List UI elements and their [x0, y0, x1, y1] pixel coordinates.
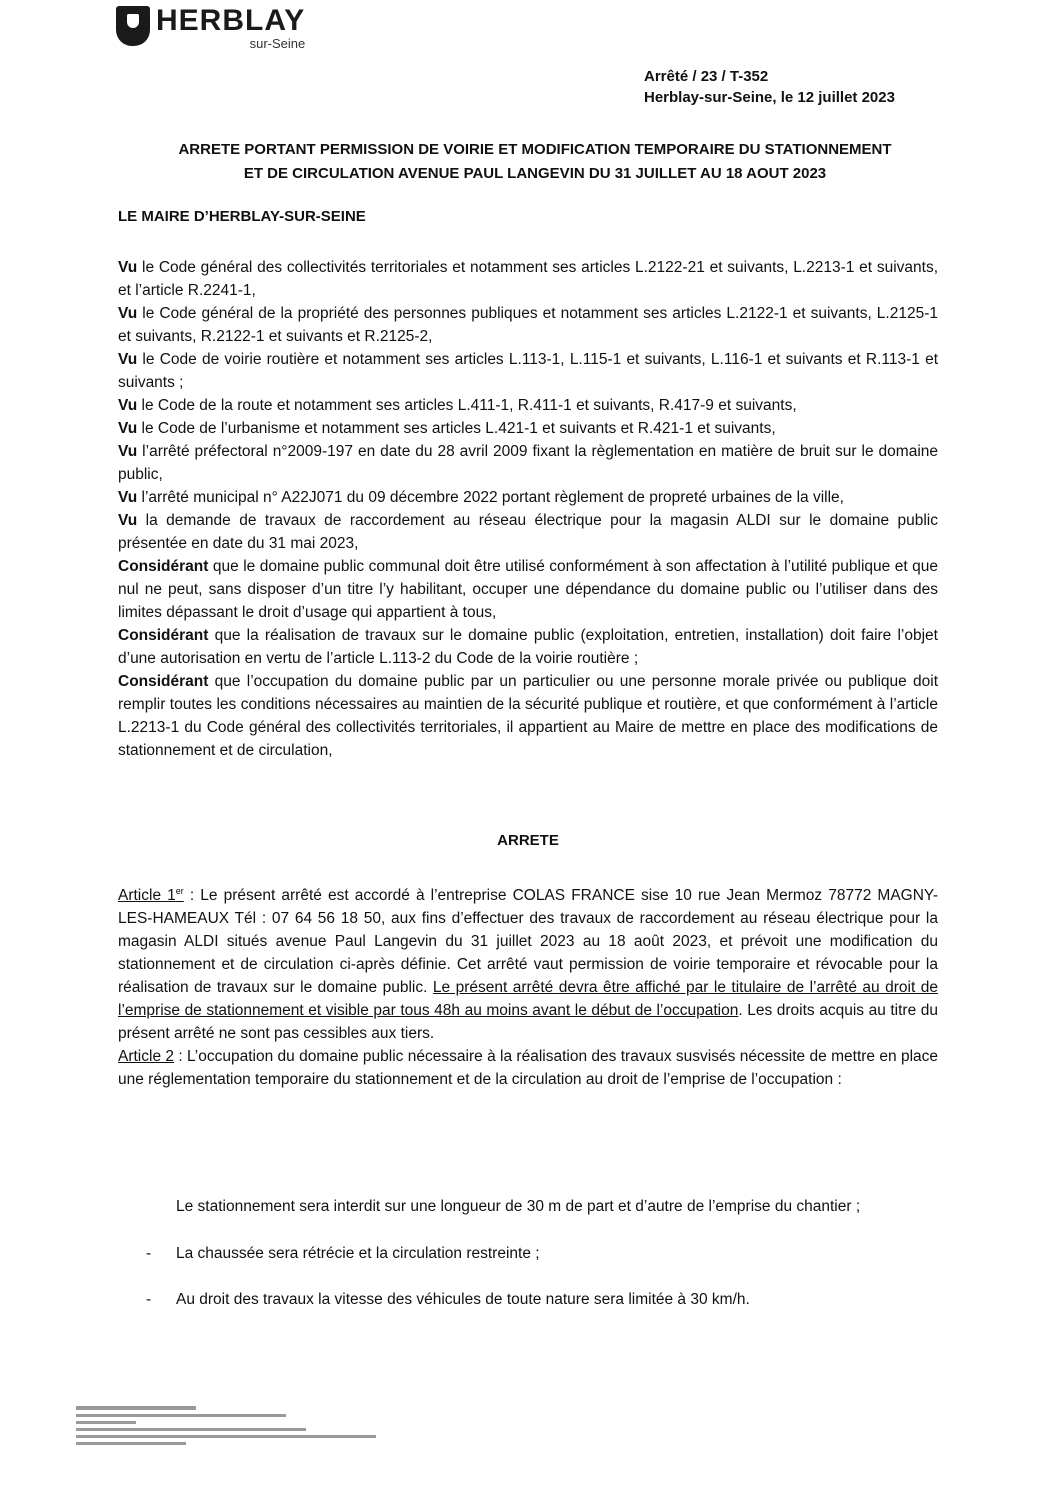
decree-number: Arrêté / 23 / T-352	[644, 68, 769, 85]
article-1-tail: . Les droits acquis au titre du présent arrêté ne sont pas cessibles aux tiers.	[118, 1002, 938, 1043]
visa-paragraph	[118, 440, 938, 486]
considering-text: que l’occupation du domaine public par un particulier ou une personne morale privée ou publique doit remplir toutes les conditions nécessaires au maintien de la sécurité publique et routière, et que conformément à l’article L.2213-1 du Code général des collectivités territoriales, il appartient au Maire de mettre en place des modifications de stationnement et de circulation,	[118, 673, 938, 759]
issuer: LE MAIRE D’HERBLAY-SUR-SEINE	[118, 208, 366, 225]
visas-section	[118, 256, 938, 762]
visa-paragraph	[118, 417, 938, 440]
article-1-label: Article 1er	[118, 886, 184, 905]
considering-paragraph	[118, 624, 938, 670]
list-item: Le stationnement sera interdit sur une longueur de 30 m de part et d’autre de l’emprise du chantier ;	[176, 1198, 861, 1215]
document-title	[110, 138, 960, 186]
visa-text: l’arrêté municipal n° A22J071 du 09 décembre 2022 portant règlement de propreté urbaines de la ville,	[137, 489, 844, 506]
article-2-text: L’occupation du domaine public nécessaire à la réalisation des travaux susvisés nécessite de mettre en place une réglementation temporaire du stationnement et de la circulation au droit de l’emprise de l’occupation :	[118, 1048, 939, 1089]
visa-lead: Vu	[118, 351, 138, 368]
visa-paragraph	[118, 302, 938, 348]
visa-lead: Vu	[118, 420, 138, 437]
considering-paragraph	[118, 670, 938, 762]
crest-icon	[116, 6, 150, 46]
arrete-heading: ARRETE	[497, 832, 559, 849]
article-2-label: Article 2	[118, 1048, 175, 1066]
considering-lead: Considérant	[118, 558, 209, 575]
visa-text: la demande de travaux de raccordement au réseau électrique pour la magasin ALDI sur le domaine public présentée en date du 31 mai 2023,	[118, 512, 938, 552]
visa-text: le Code général de la propriété des personnes publiques et notamment ses articles L.2122-1 et suivants, L.2125-1 et suivants, R.2122-1 et suivants et R.2125-2,	[118, 305, 938, 345]
visa-paragraph	[118, 394, 938, 417]
visa-text: le Code de l’urbanisme et notamment ses articles L.421-1 et suivants et R.421-1 et suivants,	[137, 420, 776, 437]
visa-paragraph	[118, 348, 938, 394]
measures-list	[146, 1188, 938, 1329]
article-1-posting-notice: Le présent arrêté devra être affiché par le titulaire de l’arrêté au droit de l’emprise de stationnement et visible par tous 48h au moins avant le début de l’occupation	[118, 979, 939, 1020]
title-line-1: ARRETE PORTANT PERMISSION DE VOIRIE ET MODIFICATION TEMPORAIRE DU STATIONNEMENT	[178, 141, 892, 158]
considering-paragraph	[118, 555, 938, 624]
visa-paragraph	[118, 256, 938, 302]
list-item: - La chaussée sera rétrécie et la circulation restreinte ;	[146, 1245, 540, 1262]
logo-name: HERBLAY	[156, 4, 306, 37]
list-item: - Au droit des travaux la vitesse des véhicules de toute nature sera limitée à 30 km/h.	[146, 1291, 750, 1308]
considering-lead: Considérant	[118, 627, 209, 644]
visa-lead: Vu	[118, 489, 138, 506]
article-2: Article 2 : L’occupation du domaine public nécessaire à la réalisation des travaux susvisés nécessite de mettre en place une réglementation temporaire du stationnement et de la circulation au droit de l’emprise de l’occupation :	[118, 1048, 939, 1089]
article-1: Article 1er : Le présent arrêté est accordé à l’entreprise COLAS FRANCE sise 10 rue Jean Mermoz 78772 MAGNY-LES-HAMEAUX Tél : 07 64 56 18 50, aux fins d’effectuer des travaux de raccordement au réseau électrique pour la magasin ALDI situés avenue Paul Langevin du 31 juillet 2023 au 18 août 2023, et prévoit une modification du stationnement et de circulation ci-après définie. Cet arrêté vaut permission de voirie temporaire et révocable pour la réalisation de travaux sur le domaine public. Le présent arrêté devra être affiché par le titulaire de l’arrêté au droit de l’emprise de stationnement et visible par tous 48h au moins avant le début de l’occupation. Les droits acquis au titre du présent arrêté ne sont pas cessibles aux tiers.	[118, 886, 939, 1043]
city-logo	[116, 6, 305, 50]
considering-text: que le domaine public communal doit être utilisé conformément à son affectation à l’utilité publique et que nul ne peut, sans disposer d’un titre l’y habilitant, occuper une dépendance du domaine public ou l’utiliser dans des limites dépassant le droit d’usage qui appartient à tous,	[118, 558, 938, 621]
visa-text: le Code de voirie routière et notamment ses articles L.113-1, L.115-1 et suivants, L.116-1 et suivants et R.113-1 et suivants ;	[118, 351, 938, 391]
visa-paragraph	[118, 509, 938, 555]
reference-block	[644, 66, 895, 108]
articles-section	[118, 880, 938, 1091]
footer-address-block	[76, 1404, 386, 1455]
visa-lead: Vu	[118, 305, 138, 322]
illegible-footer-text	[76, 1404, 386, 1452]
visa-text: l’arrêté préfectoral n°2009-197 en date du 28 avril 2009 fixant la règlementation en matière de bruit sur le domaine public,	[118, 443, 938, 483]
visa-lead: Vu	[118, 443, 138, 460]
considering-text: que la réalisation de travaux sur le domaine public (exploitation, entretien, installation) doit faire l’objet d’une autorisation en vertu de l’article L.113-2 du Code de la voirie routière ;	[118, 627, 938, 667]
place-date: Herblay-sur-Seine, le 12 juillet 2023	[644, 89, 895, 106]
visa-lead: Vu	[118, 259, 138, 276]
article-1-text: Le présent arrêté est accordé à l’entreprise COLAS FRANCE sise 10 rue Jean Mermoz 78772 MAGNY-LES-HAMEAUX Tél : 07 64 56 18 50, aux fins d’effectuer des travaux de raccordement au réseau électrique pour la magasin ALDI situés avenue Paul Langevin du 31 juillet 2023 au 18 août 2023, et prévoit une modification du stationnement et de circulation ci-après définie. Cet arrêté vaut permission de voirie temporaire et révocable pour la réalisation de travaux sur le domaine public.	[118, 887, 938, 997]
visa-lead: Vu	[118, 397, 138, 414]
considering-lead: Considérant	[118, 673, 209, 690]
visa-text: le Code de la route et notamment ses articles L.411-1, R.411-1 et suivants, R.417-9 et suivants,	[137, 397, 797, 414]
visa-text: le Code général des collectivités territoriales et notamment ses articles L.2122-21 et suivants, L.2213-1 et suivants, et l’article R.2241-1,	[118, 259, 938, 299]
title-line-2: ET DE CIRCULATION AVENUE PAUL LANGEVIN DU 31 JUILLET AU 18 AOUT 2023	[243, 165, 827, 182]
logo-subtitle: sur-Seine	[249, 36, 306, 51]
visa-lead: Vu	[118, 512, 138, 529]
visa-paragraph	[118, 486, 938, 509]
